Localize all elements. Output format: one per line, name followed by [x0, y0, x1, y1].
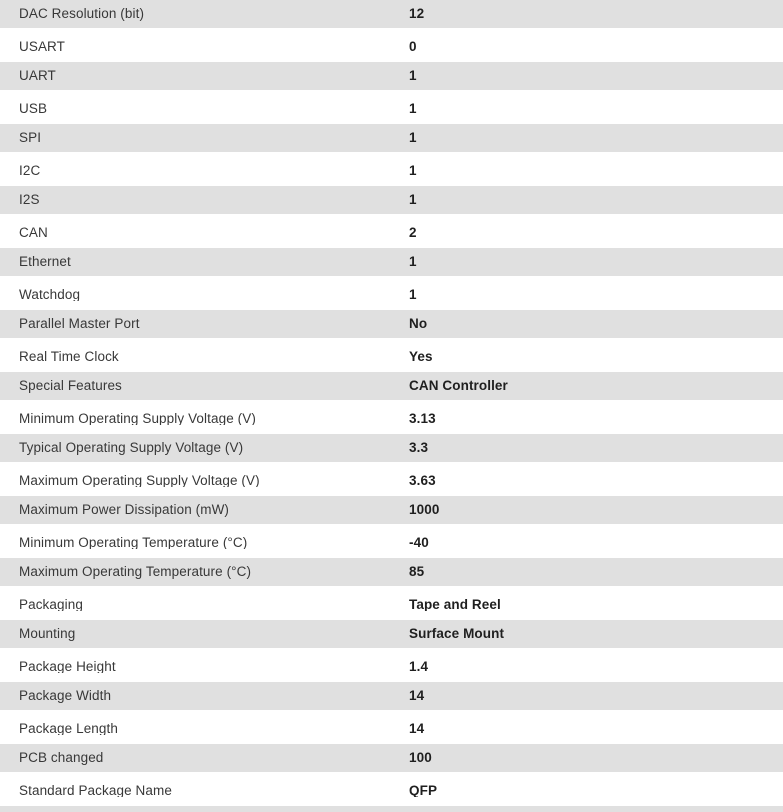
- spec-label: Watchdog: [19, 287, 81, 302]
- table-row: [0, 558, 783, 589]
- spec-value: Surface Mount: [409, 627, 505, 641]
- spec-value: 1000: [409, 503, 440, 517]
- spec-value: 1: [409, 193, 417, 207]
- spec-value: 1: [409, 69, 417, 83]
- spec-label: Minimum Operating Supply Voltage (V): [19, 411, 256, 426]
- table-row: [0, 0, 783, 31]
- spec-value: 1: [409, 101, 417, 116]
- table-row: [0, 62, 783, 93]
- spec-value: No: [409, 317, 428, 331]
- table-row: [0, 403, 783, 434]
- spec-value: 85: [409, 565, 425, 579]
- table-row: [0, 527, 783, 558]
- spec-label: Typical Operating Supply Voltage (V): [19, 441, 244, 455]
- spec-label: Ethernet: [19, 255, 71, 269]
- table-row: [0, 496, 783, 527]
- spec-value: -40: [409, 535, 429, 550]
- spec-label: UART: [19, 69, 56, 83]
- table-row: [0, 713, 783, 744]
- spec-value: 14: [409, 689, 425, 703]
- spec-value: QFP: [409, 783, 438, 798]
- table-row: [0, 279, 783, 310]
- spec-label: Package Width: [19, 689, 112, 703]
- table-row: [0, 589, 783, 620]
- spec-value: 3.3: [409, 441, 429, 455]
- spec-label: Maximum Operating Supply Voltage (V): [19, 473, 260, 488]
- spec-value: 3.13: [409, 411, 436, 426]
- table-row: [0, 434, 783, 465]
- next-row-partial-stripe: [0, 806, 783, 812]
- spec-label: Special Features: [19, 379, 122, 393]
- spec-label: Real Time Clock: [19, 349, 119, 364]
- spec-value: 1.4: [409, 659, 429, 674]
- table-row: [0, 620, 783, 651]
- spec-label: Parallel Master Port: [19, 317, 140, 331]
- spec-value: 100: [409, 751, 432, 765]
- table-row: [0, 93, 783, 124]
- spec-label: USART: [19, 39, 66, 54]
- table-row: [0, 31, 783, 62]
- spec-label: Mounting: [19, 627, 76, 641]
- spec-label: Standard Package Name: [19, 783, 172, 798]
- table-row: [0, 651, 783, 682]
- spec-label: Maximum Power Dissipation (mW): [19, 503, 230, 517]
- spec-label: SPI: [19, 131, 42, 145]
- table-row: [0, 682, 783, 713]
- spec-label: PCB changed: [19, 751, 104, 765]
- table-row: [0, 248, 783, 279]
- spec-label: I2C: [19, 163, 41, 178]
- spec-value: 0: [409, 39, 417, 54]
- spec-value: 14: [409, 721, 425, 736]
- spec-label: DAC Resolution (bit): [19, 7, 145, 21]
- spec-value: 2: [409, 225, 417, 240]
- spec-value: 1: [409, 287, 417, 302]
- spec-label: Package Height: [19, 659, 116, 674]
- table-row: [0, 372, 783, 403]
- spec-value: Yes: [409, 349, 433, 364]
- table-row: [0, 186, 783, 217]
- spec-value: 3.63: [409, 473, 436, 488]
- spec-value: CAN Controller: [409, 379, 508, 393]
- spec-value: 1: [409, 163, 417, 178]
- spec-label: Packaging: [19, 597, 83, 612]
- table-row: [0, 124, 783, 155]
- table-row: [0, 310, 783, 341]
- spec-label: USB: [19, 101, 48, 116]
- spec-value: 12: [409, 7, 425, 21]
- spec-label: CAN: [19, 225, 48, 240]
- spec-value: Tape and Reel: [409, 597, 501, 612]
- table-row: [0, 341, 783, 372]
- table-row: [0, 217, 783, 248]
- spec-value: 1: [409, 255, 417, 269]
- spec-value: 1: [409, 131, 417, 145]
- table-row: [0, 465, 783, 496]
- spec-label: Maximum Operating Temperature (°C): [19, 565, 252, 579]
- spec-label: Package Length: [19, 721, 118, 736]
- table-row: [0, 775, 783, 806]
- spec-label: Minimum Operating Temperature (°C): [19, 535, 248, 550]
- spec-label: I2S: [19, 193, 40, 207]
- table-row: [0, 155, 783, 186]
- table-row: [0, 744, 783, 775]
